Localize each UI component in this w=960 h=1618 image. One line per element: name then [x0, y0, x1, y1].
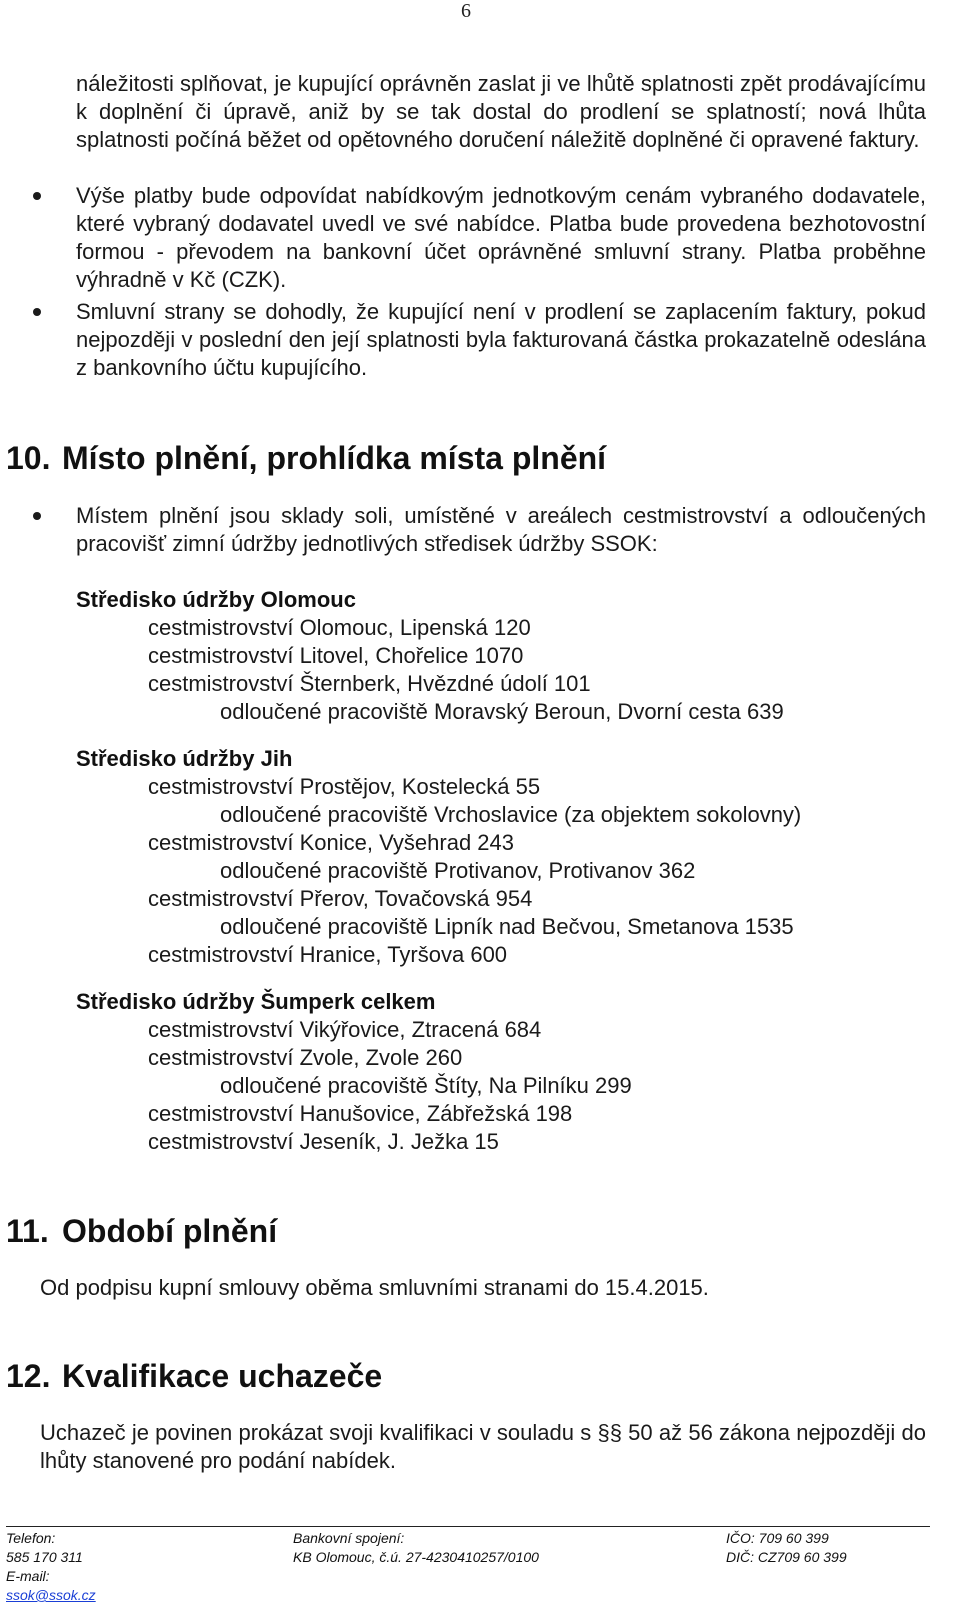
- bullet-text: Výše platby bude odpovídat nabídkovým jednotkovým cenám vybraného dodavatele, které vybraný dodavatel uvedl ve své nabídce. Platba bude provedena bezhotovostní formou - převodem na bankovní účet oprávněné smluvní strany. Platba proběhne výhradně v Kč (CZK).: [76, 183, 926, 292]
- section-11-text: Od podpisu kupní smlouvy oběma smluvními stranami do 15.4.2015.: [40, 1275, 709, 1300]
- continuation-paragraph: náležitosti splňovat, je kupující oprávněn zaslat ji ve lhůtě splatnosti zpět prodávajícímu k doplnění či úpravě, aniž by se tak dostal do prodlení se splatností; nová lhůta splatnosti počíná běžet od opětovného doručení náležitě doplněné či opravené faktury.: [76, 71, 926, 152]
- location-line: cestmistrovství Přerov, Tovačovská 954: [148, 886, 533, 911]
- bullet-payment-delay: [76, 298, 926, 382]
- location-line-detached: odloučené pracoviště Vrchoslavice (za objektem sokolovny): [220, 802, 802, 827]
- location-line: cestmistrovství Litovel, Chořelice 1070: [148, 643, 524, 668]
- section-title: Místo plnění, prohlídka místa plnění: [62, 440, 607, 476]
- section-heading-11: [6, 1213, 277, 1249]
- location-line-detached: odloučené pracoviště Moravský Beroun, Dvorní cesta 639: [220, 699, 784, 724]
- bullet-text: Smluvní strany se dohodly, že kupující není v prodlení se zaplacením faktury, pokud nejpozději v poslední den její splatnosti byla fakturovaná částka prokazatelně odeslána z bankovního účtu kupujícího.: [76, 299, 926, 380]
- phone-value: 585 170 311: [6, 1549, 83, 1565]
- location-line-detached: odloučené pracoviště Štíty, Na Pilníku 299: [220, 1073, 632, 1098]
- section-number: 11.: [6, 1213, 49, 1249]
- bullet-icon: [33, 512, 41, 520]
- location-line: cestmistrovství Prostějov, Kostelecká 55: [148, 774, 541, 799]
- bullet-place-of-delivery: [76, 502, 926, 558]
- section-title: Kvalifikace uchazeče: [62, 1358, 383, 1394]
- phone-label: Telefon:: [6, 1530, 56, 1546]
- bullet-payment-amount: [76, 182, 926, 294]
- location-line: cestmistrovství Olomouc, Lipenská 120: [148, 615, 531, 640]
- ico-value: IČO: 709 60 399: [726, 1530, 829, 1546]
- bullet-icon: [33, 192, 41, 200]
- location-line-detached: odloučené pracoviště Lipník nad Bečvou, Smetanova 1535: [220, 914, 794, 939]
- footer-divider: [6, 1526, 930, 1527]
- bank-label: Bankovní spojení:: [293, 1530, 405, 1546]
- center-title-sumperk: Středisko údržby Šumperk celkem: [76, 989, 436, 1014]
- location-line: cestmistrovství Zvole, Zvole 260: [148, 1045, 463, 1070]
- section-heading-12: [6, 1358, 382, 1394]
- location-line: cestmistrovství Konice, Vyšehrad 243: [148, 830, 515, 855]
- section-number: 10.: [6, 440, 51, 476]
- location-line: cestmistrovství Jeseník, J. Ježka 15: [148, 1129, 499, 1154]
- location-line: cestmistrovství Šternberk, Hvězdné údolí 101: [148, 671, 591, 696]
- bank-value: KB Olomouc, č.ú. 27-4230410257/0100: [293, 1549, 539, 1565]
- footer-contact: [6, 1529, 96, 1605]
- location-line: cestmistrovství Hanušovice, Zábřežská 198: [148, 1101, 573, 1126]
- footer-bank: [293, 1529, 539, 1567]
- location-line: cestmistrovství Hranice, Tyršova 600: [148, 942, 508, 967]
- location-line: cestmistrovství Vikýřovice, Ztracená 684: [148, 1017, 542, 1042]
- bullet-text: Místem plnění jsou sklady soli, umístěné v areálech cestmistrovství a odloučených pracovišť zimní údržby jednotlivých středisek údržby SSOK:: [76, 503, 926, 556]
- dic-value: DIČ: CZ709 60 399: [726, 1549, 847, 1565]
- section-12-text: Uchazeč je povinen prokázat svoji kvalifikaci v souladu s §§ 50 až 56 zákona nejpozději do lhůty stanovené pro podání nabídek.: [40, 1420, 926, 1473]
- section-number: 12.: [6, 1358, 51, 1394]
- center-title-jih: Středisko údržby Jih: [76, 746, 293, 771]
- bullet-icon: [33, 308, 41, 316]
- email-label: E-mail:: [6, 1568, 50, 1584]
- section-heading-10: [6, 440, 606, 476]
- location-line-detached: odloučené pracoviště Protivanov, Protivanov 362: [220, 858, 696, 883]
- footer-ids: [726, 1529, 847, 1567]
- section-title: Období plnění: [62, 1213, 278, 1249]
- center-title-olomouc: Středisko údržby Olomouc: [76, 587, 356, 612]
- email-link[interactable]: ssok@ssok.cz: [6, 1587, 96, 1603]
- page-number: 6: [461, 0, 471, 22]
